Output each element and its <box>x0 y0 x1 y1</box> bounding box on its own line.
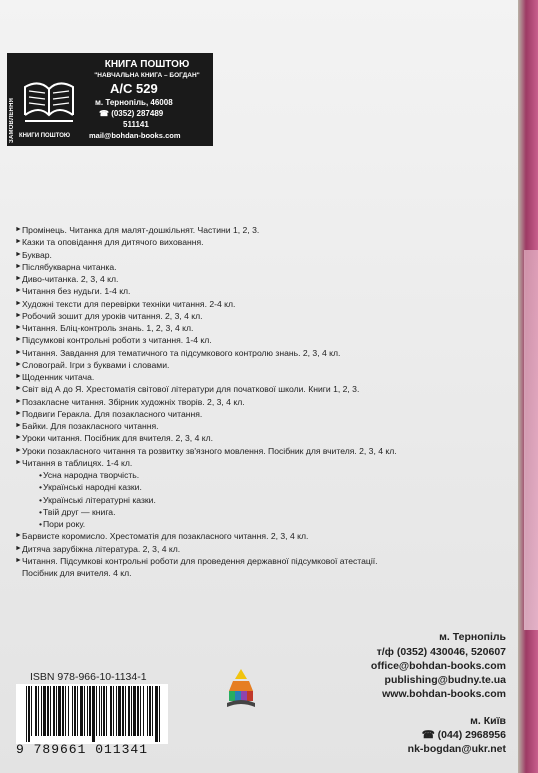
mail-order-publisher: "НАВЧАЛЬНА КНИГА – БОГДАН" <box>94 72 200 79</box>
bullet-icon: • <box>39 470 43 480</box>
list-item: ► Диво-читанка. 2, 3, 4 кл. <box>15 274 119 284</box>
barcode-bar <box>96 686 97 736</box>
barcode-bar <box>122 686 124 736</box>
bullet-icon: • <box>39 506 43 517</box>
barcode-bar <box>47 686 49 736</box>
barcode-bar <box>35 686 37 736</box>
list-item: ► Читання. Завдання для тематичного та підсумкового контролю знань. 2, 3, 4 кл. <box>15 347 341 358</box>
list-item: ► Читання в таблицях. 1-4 кл. <box>15 457 133 468</box>
arrow-icon: ► <box>15 532 22 540</box>
mail-order-title: КНИГА ПОШТОЮ <box>104 59 190 70</box>
list-item: ► Художні тексти для перевірки техніки читання. 2-4 кл. <box>15 298 236 309</box>
barcode-bar <box>110 686 112 736</box>
barcode-bar <box>118 686 121 736</box>
mail-order-side-text: ЗАМОВЛЕННЯ <box>9 97 15 143</box>
list-item-continuation: Посібник для вчителя. 4 кл. <box>22 568 132 578</box>
barcode-bar <box>128 686 130 736</box>
list-item: ► Промінець. Читанка для малят-дошкільнят. Частини 1, 2, 3. <box>15 225 260 235</box>
list-item: ► Читання. Бліц-контроль знань. 1, 2, 3, 4 кл. <box>15 323 194 333</box>
bullet-icon: • <box>39 482 43 493</box>
ternopil-phone: т/ф (0352) 430046, 520607 <box>376 646 506 658</box>
sub-list-item: • Українські літературні казки. <box>39 494 156 505</box>
list-item: ► Подвиги Геракла. Для позакласного читання. <box>15 408 203 419</box>
mail-order-phone: ☎ (0352) 287489 <box>99 109 164 118</box>
barcode-bar <box>99 686 100 736</box>
barcode-bar <box>62 686 64 736</box>
barcode-bar <box>89 686 91 736</box>
book-list <box>15 224 510 579</box>
barcode-bar <box>159 686 160 742</box>
open-book-icon <box>21 75 77 127</box>
barcode-bar <box>26 686 27 742</box>
sub-list-item: • Українські народні казки. <box>39 482 142 493</box>
barcode-bar <box>92 686 95 742</box>
ternopil-email: office@bohdan-books.com <box>370 660 506 672</box>
barcode-bar <box>77 686 78 736</box>
barcode-bar <box>155 686 158 742</box>
barcode-bar <box>140 686 141 736</box>
kyiv-phone: ☎ (044) 2968956 <box>421 729 506 741</box>
arrow-icon: ► <box>15 311 22 319</box>
arrow-icon: ► <box>15 262 22 270</box>
arrow-icon: ► <box>15 324 22 331</box>
barcode-bar <box>38 686 39 736</box>
barcode-bar <box>68 686 69 736</box>
ternopil-website: www.bohdan-books.com <box>382 688 506 700</box>
barcode-bar <box>80 686 83 736</box>
list-item: ► Читання без нудьги. 1-4 кл. <box>15 286 131 297</box>
barcode-bar <box>72 686 73 736</box>
list-item: ► Уроки читання. Посібник для вчителя. 2, 3, 4 кл. <box>15 433 214 444</box>
sub-list-item: • Пори року. <box>39 519 86 529</box>
arrow-icon: ► <box>15 287 22 295</box>
barcode <box>16 684 168 744</box>
arrow-icon: ► <box>15 434 22 442</box>
arrow-icon: ► <box>15 275 22 282</box>
barcode-bar <box>87 686 88 736</box>
arrow-icon: ► <box>15 446 22 454</box>
next-book-edge <box>524 250 538 630</box>
list-item: ► Позакласне читання. Збірник художніх творів. 2, 3, 4 кл. <box>15 396 245 407</box>
list-item: ► Підсумкові контрольні роботи з читання. 1-4 кл. <box>15 335 212 346</box>
list-item: ► Буквар. <box>15 249 52 260</box>
arrow-icon: ► <box>15 360 22 368</box>
list-item: ► Дитяча зарубіжна література. 2, 3, 4 кл. <box>15 543 181 554</box>
barcode-bar <box>101 686 102 736</box>
list-item: ► Словограй. Ігри з буквами і словами. <box>15 359 170 370</box>
barcode-bar <box>56 686 57 736</box>
barcode-bar <box>143 686 144 736</box>
mail-order-city: м. Тернопіль, 46008 <box>95 98 173 107</box>
arrow-icon: ► <box>15 385 22 393</box>
list-item: ► Щоденник читача. <box>15 372 95 382</box>
list-item: ► Робочий зошит для уроків читання. 2, 3, 4 кл. <box>15 310 203 321</box>
isbn: ISBN 978-966-10-1134-1 <box>30 671 147 683</box>
barcode-bar <box>43 686 46 736</box>
ternopil-email-2: publishing@budny.te.ua <box>384 674 506 686</box>
list-item: ► Барвисте коромисло. Хрестоматія для позакласного читання. 2, 3, 4 кл. <box>15 531 309 542</box>
barcode-bar <box>31 686 32 736</box>
barcode-bar <box>58 686 61 736</box>
arrow-icon: ► <box>15 348 22 356</box>
mail-order-box <box>7 53 213 146</box>
kyiv-email: nk-bogdan@ukr.net <box>407 743 506 755</box>
list-item: ► Читання. Підсумкові контрольні роботи для проведення державної підсумкової атестації. <box>15 555 378 566</box>
barcode-digits: 9 789661 011341 <box>16 742 149 757</box>
sub-list-item: • Усна народна творчість. <box>39 470 140 480</box>
arrow-icon: ► <box>15 397 22 405</box>
arrow-icon: ► <box>15 422 22 429</box>
list-item: ► Казки та оповідання для дитячого виховання. <box>15 237 204 248</box>
barcode-bar <box>147 686 148 736</box>
barcode-bar <box>116 686 117 736</box>
barcode-bar <box>41 686 42 736</box>
barcode-bar <box>65 686 66 736</box>
barcode-bar <box>113 686 114 736</box>
barcode-bar <box>103 686 105 736</box>
arrow-icon: ► <box>15 336 22 344</box>
barcode-bar <box>149 686 151 736</box>
sub-list-item: • Твій друг — книга. <box>39 506 116 517</box>
barcode-bar <box>84 686 85 736</box>
arrow-icon: ► <box>15 544 22 552</box>
barcode-bar <box>137 686 139 736</box>
arrow-icon: ► <box>15 250 22 258</box>
barcode-bar <box>125 686 126 736</box>
list-item: ► Уроки позакласного читання та розвитку зв'язного мовлення. Посібник для вчителя. 2, 3, 4 кл. <box>15 445 397 456</box>
list-item: ► Світ від А до Я. Хрестоматія світової літератури для початкової школи. Книги 1, 2, 3. <box>15 384 360 395</box>
mail-order-email: mail@bohdan-books.com <box>89 131 181 140</box>
barcode-bar <box>28 686 30 742</box>
mail-order-po-box: А/С 529 <box>110 81 158 96</box>
ternopil-city: м. Тернопіль <box>439 631 506 643</box>
barcode-bar <box>106 686 107 736</box>
arrow-icon: ► <box>15 458 22 466</box>
arrow-icon: ► <box>15 556 22 564</box>
barcode-bar <box>152 686 153 736</box>
barcode-bar <box>50 686 51 736</box>
arrow-icon: ► <box>15 299 22 307</box>
mail-order-side-text-2: КНИГИ ПОШТОЮ <box>19 133 71 139</box>
bullet-icon: • <box>39 494 43 505</box>
barcode-bar <box>131 686 132 736</box>
list-item: ► Післябукварна читанка. <box>15 261 117 272</box>
bullet-icon: • <box>39 519 43 529</box>
barcode-bar <box>53 686 55 736</box>
arrow-icon: ► <box>15 373 22 380</box>
arrow-icon: ► <box>15 238 22 246</box>
list-item: ► Байки. Для позакласного читання. <box>15 421 159 431</box>
barcode-bar <box>133 686 136 736</box>
arrow-icon: ► <box>15 226 22 233</box>
barcode-bar <box>74 686 76 736</box>
arrow-icon: ► <box>15 409 22 417</box>
kyiv-city: м. Київ <box>470 715 506 727</box>
mail-order-phone-2: 511141 <box>123 120 149 129</box>
